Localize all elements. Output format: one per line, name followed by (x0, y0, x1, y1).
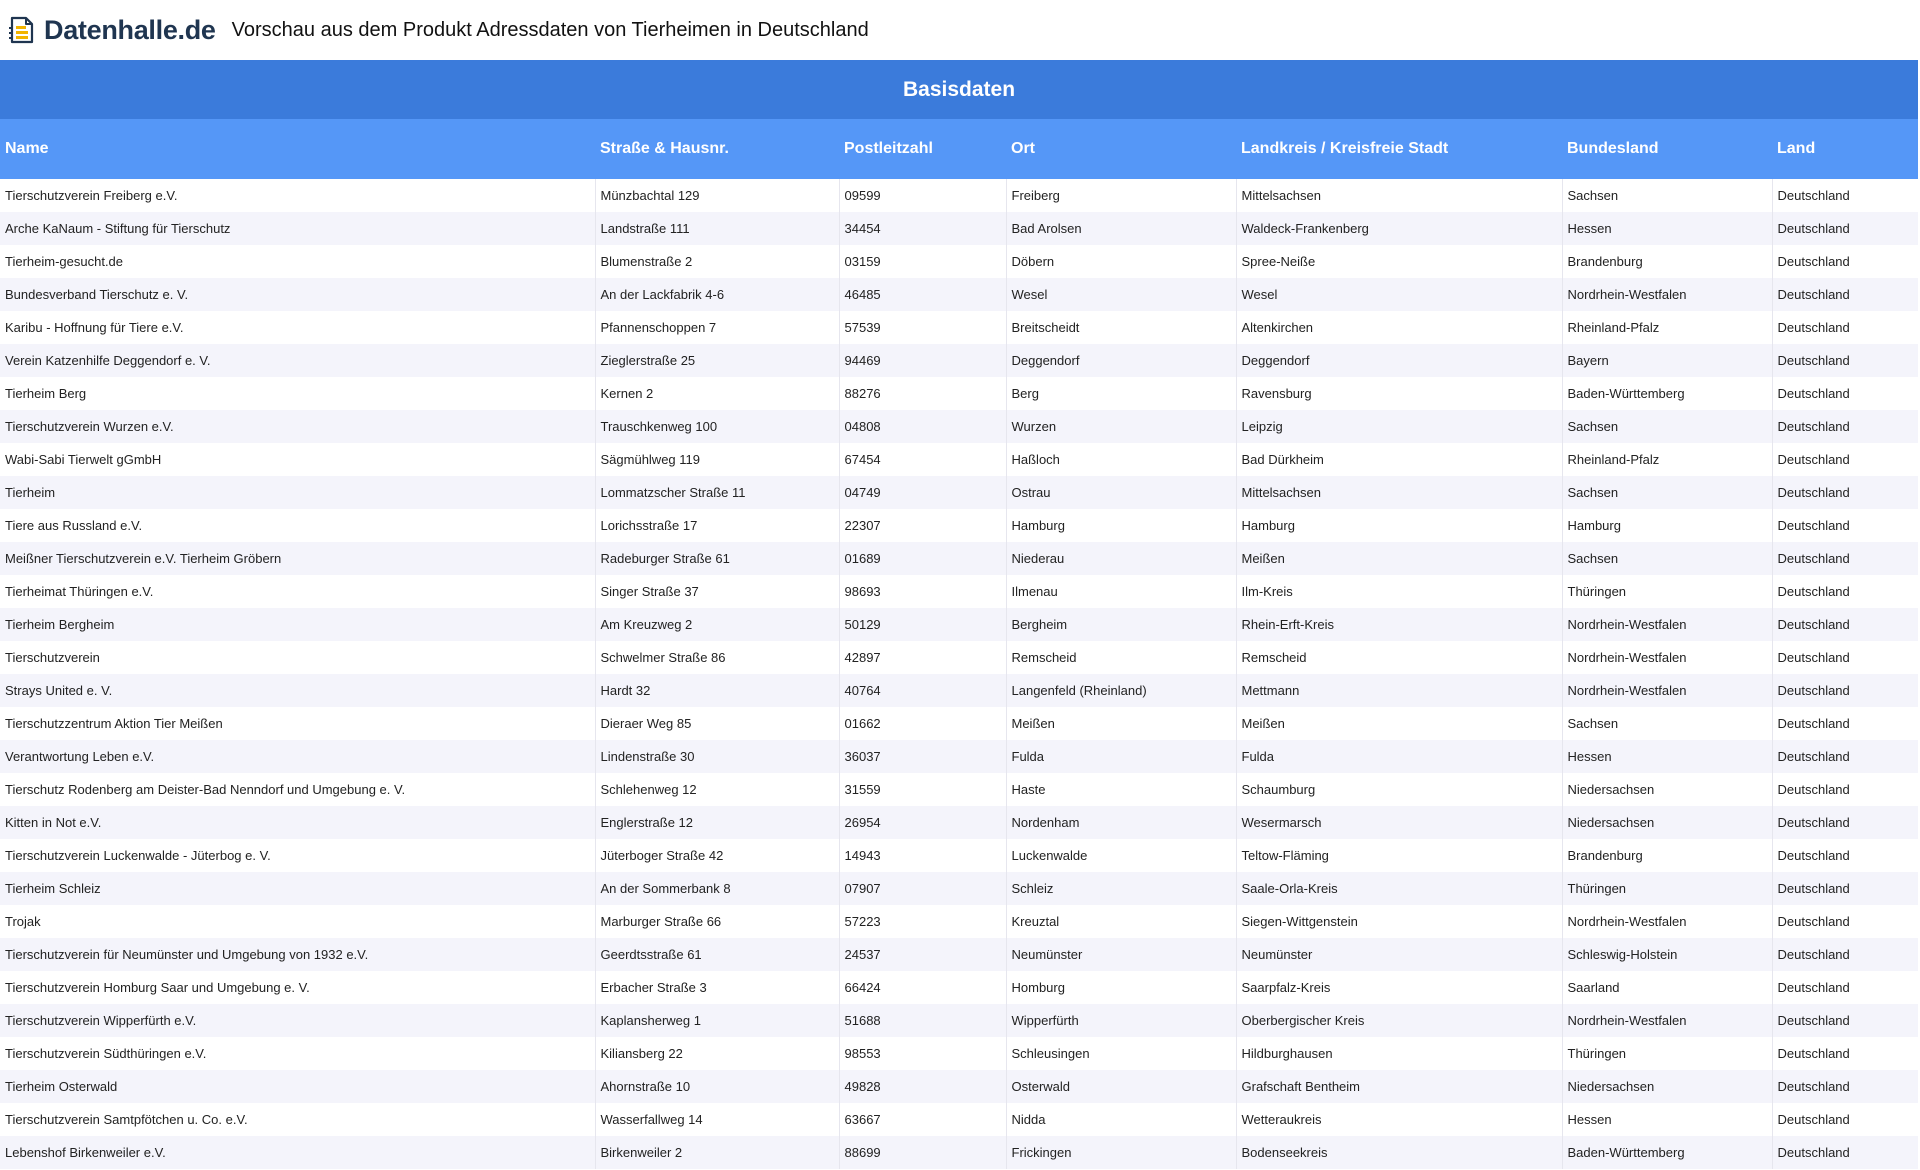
column-country-cell: Deutschland (1772, 1136, 1918, 1169)
column-country-cell: Deutschland (1772, 608, 1918, 641)
column-state-cell: Baden-Württemberg (1562, 377, 1772, 410)
table-row (0, 278, 1918, 311)
column-country-cell: Deutschland (1772, 938, 1918, 971)
column-postcode-cell: 98693 (839, 575, 1006, 608)
datenhalle-logo-icon (6, 14, 38, 46)
logo-text: Datenhalle.de (44, 14, 216, 45)
column-district-cell: Deggendorf (1236, 344, 1562, 377)
column-street-cell: Am Kreuzweg 2 (595, 608, 839, 641)
column-state-cell: Nordrhein-Westfalen (1562, 641, 1772, 674)
column-country-cell: Deutschland (1772, 1070, 1918, 1103)
column-state-cell: Hessen (1562, 1103, 1772, 1136)
data-table (0, 60, 1918, 1169)
column-postcode-header[interactable]: Postleitzahl (839, 119, 1006, 179)
column-state-cell: Bayern (1562, 344, 1772, 377)
column-district-cell: Teltow-Fläming (1236, 839, 1562, 872)
column-street-cell: Lorichsstraße 17 (595, 509, 839, 542)
column-postcode-cell: 04808 (839, 410, 1006, 443)
column-street-cell: Ahornstraße 10 (595, 1070, 839, 1103)
column-district-cell: Siegen-Wittgenstein (1236, 905, 1562, 938)
column-city-cell: Bad Arolsen (1006, 212, 1236, 245)
column-state-cell: Nordrhein-Westfalen (1562, 1004, 1772, 1037)
column-name-cell: Strays United e. V. (0, 674, 595, 707)
data-table-container (0, 60, 1918, 1169)
column-postcode-cell: 88699 (839, 1136, 1006, 1169)
column-country-cell: Deutschland (1772, 1103, 1918, 1136)
column-district-cell: Rhein-Erft-Kreis (1236, 608, 1562, 641)
column-street-cell: Schlehenweg 12 (595, 773, 839, 806)
column-district-cell: Neumünster (1236, 938, 1562, 971)
column-name-cell: Tierschutzverein Freiberg e.V. (0, 179, 595, 212)
column-street-cell: Erbacher Straße 3 (595, 971, 839, 1004)
column-country-cell: Deutschland (1772, 179, 1918, 212)
column-district-cell: Mittelsachsen (1236, 476, 1562, 509)
column-name-cell: Arche KaNaum - Stiftung für Tierschutz (0, 212, 595, 245)
column-country-cell: Deutschland (1772, 971, 1918, 1004)
column-city-header[interactable]: Ort (1006, 119, 1236, 179)
column-city-cell: Osterwald (1006, 1070, 1236, 1103)
column-state-cell: Thüringen (1562, 575, 1772, 608)
column-postcode-cell: 67454 (839, 443, 1006, 476)
column-district-cell: Schaumburg (1236, 773, 1562, 806)
column-district-cell: Altenkirchen (1236, 311, 1562, 344)
column-country-cell: Deutschland (1772, 740, 1918, 773)
column-district-cell: Leipzig (1236, 410, 1562, 443)
column-name-cell: Tierheim Bergheim (0, 608, 595, 641)
table-row (0, 905, 1918, 938)
column-street-cell: Sägmühlweg 119 (595, 443, 839, 476)
table-row (0, 179, 1918, 212)
column-state-cell: Brandenburg (1562, 245, 1772, 278)
column-country-cell: Deutschland (1772, 509, 1918, 542)
column-street-cell: Lommatzscher Straße 11 (595, 476, 839, 509)
column-city-cell: Wipperfürth (1006, 1004, 1236, 1037)
column-name-cell: Bundesverband Tierschutz e. V. (0, 278, 595, 311)
column-name-cell: Trojak (0, 905, 595, 938)
column-street-cell: Geerdtsstraße 61 (595, 938, 839, 971)
column-state-cell: Niedersachsen (1562, 773, 1772, 806)
column-street-cell: Jüterboger Straße 42 (595, 839, 839, 872)
column-country-cell: Deutschland (1772, 806, 1918, 839)
table-row (0, 740, 1918, 773)
column-district-cell: Oberbergischer Kreis (1236, 1004, 1562, 1037)
table-row (0, 410, 1918, 443)
logo[interactable] (6, 14, 216, 46)
table-row (0, 311, 1918, 344)
column-state-cell: Niedersachsen (1562, 806, 1772, 839)
column-district-cell: Wesel (1236, 278, 1562, 311)
table-row (0, 377, 1918, 410)
column-country-cell: Deutschland (1772, 872, 1918, 905)
column-postcode-cell: 34454 (839, 212, 1006, 245)
column-city-cell: Homburg (1006, 971, 1236, 1004)
section-title: Basisdaten (0, 60, 1918, 119)
column-postcode-cell: 88276 (839, 377, 1006, 410)
table-row (0, 212, 1918, 245)
column-postcode-cell: 57539 (839, 311, 1006, 344)
column-state-cell: Niedersachsen (1562, 1070, 1772, 1103)
column-state-cell: Brandenburg (1562, 839, 1772, 872)
column-country-cell: Deutschland (1772, 476, 1918, 509)
column-city-cell: Freiberg (1006, 179, 1236, 212)
column-city-cell: Haste (1006, 773, 1236, 806)
table-row (0, 773, 1918, 806)
column-state-cell: Hamburg (1562, 509, 1772, 542)
column-district-cell: Spree-Neiße (1236, 245, 1562, 278)
table-body (0, 179, 1918, 1169)
column-name-cell: Verein Katzenhilfe Deggendorf e. V. (0, 344, 595, 377)
column-city-cell: Schleusingen (1006, 1037, 1236, 1070)
column-country-cell: Deutschland (1772, 1004, 1918, 1037)
column-district-cell: Wetteraukreis (1236, 1103, 1562, 1136)
column-district-cell: Bodenseekreis (1236, 1136, 1562, 1169)
column-state-cell: Nordrhein-Westfalen (1562, 905, 1772, 938)
table-row (0, 1037, 1918, 1070)
column-district-cell: Waldeck-Frankenberg (1236, 212, 1562, 245)
column-state-cell: Sachsen (1562, 707, 1772, 740)
column-postcode-cell: 31559 (839, 773, 1006, 806)
column-postcode-cell: 49828 (839, 1070, 1006, 1103)
column-country-header[interactable]: Land (1772, 119, 1918, 179)
table-row (0, 1070, 1918, 1103)
column-postcode-cell: 24537 (839, 938, 1006, 971)
column-district-cell: Grafschaft Bentheim (1236, 1070, 1562, 1103)
column-street-cell: Kaplansherweg 1 (595, 1004, 839, 1037)
column-state-cell: Nordrhein-Westfalen (1562, 278, 1772, 311)
column-postcode-cell: 26954 (839, 806, 1006, 839)
column-name-cell: Tierheim (0, 476, 595, 509)
column-district-cell: Meißen (1236, 707, 1562, 740)
column-name-cell: Tierschutzverein Südthüringen e.V. (0, 1037, 595, 1070)
column-state-cell: Nordrhein-Westfalen (1562, 674, 1772, 707)
column-city-cell: Kreuztal (1006, 905, 1236, 938)
column-state-header[interactable]: Bundesland (1562, 119, 1772, 179)
column-street-cell: Lindenstraße 30 (595, 740, 839, 773)
column-postcode-cell: 01662 (839, 707, 1006, 740)
column-city-cell: Bergheim (1006, 608, 1236, 641)
column-postcode-cell: 36037 (839, 740, 1006, 773)
column-city-cell: Hamburg (1006, 509, 1236, 542)
column-country-cell: Deutschland (1772, 1037, 1918, 1070)
column-district-cell: Ilm-Kreis (1236, 575, 1562, 608)
column-name-cell: Tierschutz Rodenberg am Deister-Bad Nenndorf und Umgebung e. V. (0, 773, 595, 806)
column-district-cell: Mettmann (1236, 674, 1562, 707)
section-header-row (0, 60, 1918, 119)
column-postcode-cell: 98553 (839, 1037, 1006, 1070)
table-row (0, 608, 1918, 641)
column-street-cell: Birkenweiler 2 (595, 1136, 839, 1169)
column-city-cell: Frickingen (1006, 1136, 1236, 1169)
column-country-cell: Deutschland (1772, 443, 1918, 476)
column-postcode-cell: 57223 (839, 905, 1006, 938)
column-district-cell: Hildburghausen (1236, 1037, 1562, 1070)
table-row (0, 806, 1918, 839)
column-street-cell: Kernen 2 (595, 377, 839, 410)
column-country-cell: Deutschland (1772, 278, 1918, 311)
column-state-cell: Sachsen (1562, 179, 1772, 212)
column-city-cell: Nordenham (1006, 806, 1236, 839)
column-country-cell: Deutschland (1772, 773, 1918, 806)
column-state-cell: Baden-Württemberg (1562, 1136, 1772, 1169)
column-postcode-cell: 09599 (839, 179, 1006, 212)
table-row (0, 575, 1918, 608)
table-row (0, 245, 1918, 278)
column-city-cell: Remscheid (1006, 641, 1236, 674)
column-name-cell: Wabi-Sabi Tierwelt gGmbH (0, 443, 595, 476)
column-name-cell: Lebenshof Birkenweiler e.V. (0, 1136, 595, 1169)
column-name-cell: Tierschutzzentrum Aktion Tier Meißen (0, 707, 595, 740)
column-city-cell: Wesel (1006, 278, 1236, 311)
column-street-cell: Dieraer Weg 85 (595, 707, 839, 740)
column-postcode-cell: 22307 (839, 509, 1006, 542)
column-district-cell: Meißen (1236, 542, 1562, 575)
table-row (0, 872, 1918, 905)
header (0, 0, 1920, 60)
column-state-cell: Sachsen (1562, 410, 1772, 443)
column-city-cell: Fulda (1006, 740, 1236, 773)
column-state-cell: Thüringen (1562, 1037, 1772, 1070)
table-row (0, 1136, 1918, 1169)
column-street-cell: Wasserfallweg 14 (595, 1103, 839, 1136)
column-country-cell: Deutschland (1772, 674, 1918, 707)
column-street-cell: Marburger Straße 66 (595, 905, 839, 938)
table-row (0, 674, 1918, 707)
column-state-cell: Thüringen (1562, 872, 1772, 905)
column-name-cell: Tierschutzverein (0, 641, 595, 674)
column-country-cell: Deutschland (1772, 344, 1918, 377)
column-name-cell: Tierschutzverein für Neumünster und Umgebung von 1932 e.V. (0, 938, 595, 971)
column-state-cell: Sachsen (1562, 476, 1772, 509)
column-name-cell: Tierheimat Thüringen e.V. (0, 575, 595, 608)
table-row (0, 443, 1918, 476)
column-country-cell: Deutschland (1772, 377, 1918, 410)
column-name-cell: Tierschutzverein Samtpfötchen u. Co. e.V. (0, 1103, 595, 1136)
table-row (0, 1103, 1918, 1136)
column-city-cell: Döbern (1006, 245, 1236, 278)
table-row (0, 476, 1918, 509)
column-city-cell: Wurzen (1006, 410, 1236, 443)
column-city-cell: Luckenwalde (1006, 839, 1236, 872)
column-name-cell: Tierschutzverein Luckenwalde - Jüterbog e. V. (0, 839, 595, 872)
column-name-cell: Verantwortung Leben e.V. (0, 740, 595, 773)
column-postcode-cell: 01689 (839, 542, 1006, 575)
column-street-cell: Zieglerstraße 25 (595, 344, 839, 377)
table-row (0, 344, 1918, 377)
column-postcode-cell: 51688 (839, 1004, 1006, 1037)
column-street-cell: Landstraße 111 (595, 212, 839, 245)
column-name-header[interactable]: Name (0, 119, 595, 179)
column-name-cell: Kitten in Not e.V. (0, 806, 595, 839)
column-country-cell: Deutschland (1772, 575, 1918, 608)
column-district-cell: Saarpfalz-Kreis (1236, 971, 1562, 1004)
column-district-cell: Mittelsachsen (1236, 179, 1562, 212)
table-row (0, 542, 1918, 575)
column-postcode-cell: 66424 (839, 971, 1006, 1004)
column-postcode-cell: 04749 (839, 476, 1006, 509)
column-street-cell: Trauschkenweg 100 (595, 410, 839, 443)
column-district-cell: Wesermarsch (1236, 806, 1562, 839)
table-row (0, 1004, 1918, 1037)
column-street-cell: Radeburger Straße 61 (595, 542, 839, 575)
column-city-cell: Niederau (1006, 542, 1236, 575)
column-street-cell: Hardt 32 (595, 674, 839, 707)
column-city-cell: Ilmenau (1006, 575, 1236, 608)
column-country-cell: Deutschland (1772, 245, 1918, 278)
column-name-cell: Tierschutzverein Wipperfürth e.V. (0, 1004, 595, 1037)
column-state-cell: Rheinland-Pfalz (1562, 311, 1772, 344)
column-district-cell: Hamburg (1236, 509, 1562, 542)
column-name-cell: Tierheim-gesucht.de (0, 245, 595, 278)
column-street-cell: Schwelmer Straße 86 (595, 641, 839, 674)
column-postcode-cell: 07907 (839, 872, 1006, 905)
column-city-cell: Meißen (1006, 707, 1236, 740)
column-name-cell: Tiere aus Russland e.V. (0, 509, 595, 542)
column-state-cell: Hessen (1562, 740, 1772, 773)
column-city-cell: Neumünster (1006, 938, 1236, 971)
page-title: Vorschau aus dem Produkt Adressdaten von Tierheimen in Deutschland (231, 18, 869, 41)
column-district-cell: Fulda (1236, 740, 1562, 773)
column-district-header[interactable]: Landkreis / Kreisfreie Stadt (1236, 119, 1562, 179)
column-postcode-cell: 40764 (839, 674, 1006, 707)
column-district-cell: Saale-Orla-Kreis (1236, 872, 1562, 905)
column-city-cell: Deggendorf (1006, 344, 1236, 377)
column-state-cell: Rheinland-Pfalz (1562, 443, 1772, 476)
column-state-cell: Schleswig-Holstein (1562, 938, 1772, 971)
column-city-cell: Langenfeld (Rheinland) (1006, 674, 1236, 707)
column-street-cell: Pfannenschoppen 7 (595, 311, 839, 344)
column-street-cell: Münzbachtal 129 (595, 179, 839, 212)
column-country-cell: Deutschland (1772, 839, 1918, 872)
table-row (0, 971, 1918, 1004)
column-postcode-cell: 50129 (839, 608, 1006, 641)
column-country-cell: Deutschland (1772, 410, 1918, 443)
column-street-cell: Kiliansberg 22 (595, 1037, 839, 1070)
column-city-cell: Breitscheidt (1006, 311, 1236, 344)
column-city-cell: Berg (1006, 377, 1236, 410)
column-postcode-cell: 46485 (839, 278, 1006, 311)
column-postcode-cell: 14943 (839, 839, 1006, 872)
column-district-cell: Ravensburg (1236, 377, 1562, 410)
column-name-cell: Tierschutzverein Homburg Saar und Umgebung e. V. (0, 971, 595, 1004)
column-name-cell: Tierheim Schleiz (0, 872, 595, 905)
column-city-cell: Nidda (1006, 1103, 1236, 1136)
table-row (0, 938, 1918, 971)
column-postcode-cell: 03159 (839, 245, 1006, 278)
column-state-cell: Sachsen (1562, 542, 1772, 575)
column-country-cell: Deutschland (1772, 212, 1918, 245)
column-country-cell: Deutschland (1772, 311, 1918, 344)
column-city-cell: Haßloch (1006, 443, 1236, 476)
column-country-cell: Deutschland (1772, 542, 1918, 575)
column-district-cell: Remscheid (1236, 641, 1562, 674)
table-row (0, 839, 1918, 872)
table-row (0, 509, 1918, 542)
column-street-cell: Singer Straße 37 (595, 575, 839, 608)
column-name-cell: Tierheim Berg (0, 377, 595, 410)
column-name-cell: Meißner Tierschutzverein e.V. Tierheim Gröbern (0, 542, 595, 575)
table-row (0, 707, 1918, 740)
column-city-cell: Schleiz (1006, 872, 1236, 905)
column-state-cell: Hessen (1562, 212, 1772, 245)
column-header-row (0, 119, 1918, 179)
column-postcode-cell: 42897 (839, 641, 1006, 674)
column-state-cell: Nordrhein-Westfalen (1562, 608, 1772, 641)
column-name-cell: Karibu - Hoffnung für Tiere e.V. (0, 311, 595, 344)
column-country-cell: Deutschland (1772, 641, 1918, 674)
column-street-header[interactable]: Straße & Hausnr. (595, 119, 839, 179)
column-postcode-cell: 63667 (839, 1103, 1006, 1136)
column-street-cell: Englerstraße 12 (595, 806, 839, 839)
column-street-cell: An der Sommerbank 8 (595, 872, 839, 905)
table-row (0, 641, 1918, 674)
column-postcode-cell: 94469 (839, 344, 1006, 377)
column-name-cell: Tierschutzverein Wurzen e.V. (0, 410, 595, 443)
column-state-cell: Saarland (1562, 971, 1772, 1004)
column-street-cell: Blumenstraße 2 (595, 245, 839, 278)
column-country-cell: Deutschland (1772, 905, 1918, 938)
column-city-cell: Ostrau (1006, 476, 1236, 509)
column-district-cell: Bad Dürkheim (1236, 443, 1562, 476)
column-name-cell: Tierheim Osterwald (0, 1070, 595, 1103)
column-street-cell: An der Lackfabrik 4-6 (595, 278, 839, 311)
column-country-cell: Deutschland (1772, 707, 1918, 740)
